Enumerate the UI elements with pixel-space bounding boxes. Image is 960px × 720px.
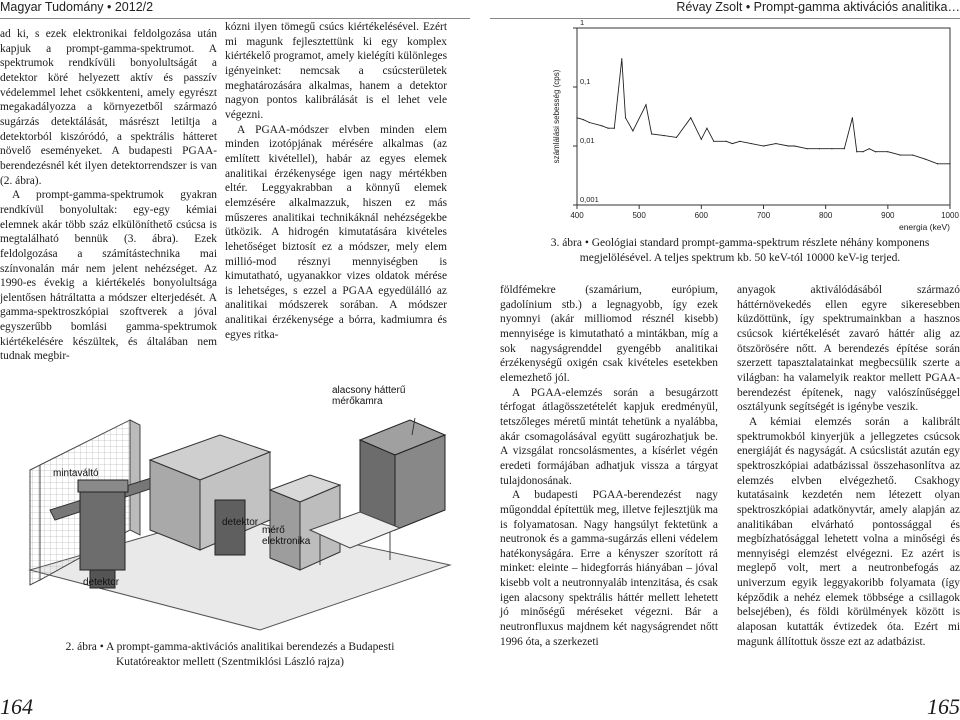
column-3: [500, 283, 718, 649]
page-number-left: 164: [0, 694, 33, 719]
y-tick-label: 0,1: [580, 77, 591, 86]
label-electronics: mérő elektronika: [262, 525, 311, 547]
spectrum-point: [690, 117, 691, 118]
spectrum-svg: [545, 20, 960, 235]
spectrum-point: [589, 122, 590, 123]
spectrum-point: [912, 155, 913, 156]
paragraph: A prompt-gamma-spektrumok gyakran rendkívül bonyolultak: egy-egy kémiai elemnek akár több száz elkülöníthető csúcsa is megtalálható bennük (3. ábra). Ezek feldolgozása a számítástechnika mai színvonalán már nem jelent nehézséget. Az 1990-es évekig a kiértékelés bonyolultsága jelentősen hátráltatta a módszer elterjedését. A gamma-spektroszkópiai szoftverek a jóval egyszerűbb bomlási gamma-spektrumok kiértékelésére készültek, és általában nem tudnak megbir-: [0, 189, 217, 363]
spectrum-point: [601, 125, 602, 126]
spectrum-point: [887, 151, 888, 152]
y-tick-label: 0,001: [580, 195, 599, 204]
spectrum-point: [852, 117, 853, 118]
spectrum-point: [775, 143, 776, 144]
spectrum-point: [726, 141, 727, 142]
x-tick-label: 700: [756, 211, 771, 220]
x-tick-label: 1000: [941, 211, 959, 220]
figure-2-illustration: [20, 380, 455, 635]
header-rule-right: [490, 18, 960, 19]
column-4: [737, 283, 960, 649]
spectrum-point: [925, 158, 926, 159]
column-1: [0, 27, 217, 364]
page-number-right: 165: [927, 694, 960, 719]
paragraph: anyagok aktiválódásából származó háttérnövekedés ellen egyre sikeresebben küzdöttünk, így spektrumainkban a hasznos csúcsok kiértékelését zavaró háttér alig az ötszörösére nőtt. A berendezés építése során szerzett tapasztalatainkat megbecsülik szerte a világban: ha valamelyik reaktor mellett PGAA-berendezést építenek, nagy valószínűséggel osztályunk segítségét is igénybe veszik.: [737, 284, 960, 414]
spectrum-point: [583, 119, 584, 120]
spectrum-point: [949, 163, 950, 164]
spectrum-point: [856, 151, 857, 152]
spectrum-point: [632, 130, 633, 131]
column-2: [225, 20, 447, 342]
spectrum-point: [651, 133, 652, 134]
x-tick-label: 900: [881, 211, 895, 220]
spectrum-point: [862, 151, 863, 152]
running-header-left: Magyar Tudomány • 2012/2: [0, 0, 154, 14]
spectrum-point: [788, 145, 789, 146]
plot-frame: [577, 28, 950, 205]
y-axis-label: számlálási sebesség (cps): [552, 69, 561, 164]
x-tick-label: 400: [570, 211, 584, 220]
spectrum-point: [739, 141, 740, 142]
label-low-background-chamber: alacsony hátterű mérőkamra: [332, 385, 406, 407]
spectrum-point: [621, 58, 622, 59]
spectrum-point: [607, 128, 608, 129]
y-tick-label: 1: [580, 20, 585, 27]
paragraph: A budapesti PGAA-berendezést nagy műgonddal építettük meg, illetve fejlesztjük ma is folyamatosan. Nagy hangsúlyt fektetünk a neutronok és a gamma-sugárzás elleni védelem hatékonyságára. Erre a kényszer szorított rá minket: eleinte – hidegforrás hiányában – jóval kisebb volt a neutronnyaláb intenzitása, és csak igen alacsony spektrális háttér mellett lehetett jó minőségű méréseket végezni. Bár a neutronfluxus majdnem két nagyságrendet nőtt 1996 óta, a szerkezeti: [500, 489, 718, 648]
spectrum-point: [806, 148, 807, 149]
spectrum-point: [831, 148, 832, 149]
label-detector-left: detektor: [83, 577, 120, 588]
label-detector-center: detektor: [222, 517, 259, 528]
running-header-right: Révay Zsolt • Prompt-gamma aktivációs analitika…: [676, 0, 960, 14]
spectrum-point: [750, 143, 751, 144]
facility-drawing: [20, 380, 455, 635]
spectrum-point: [844, 148, 845, 149]
paragraph: földfémekre (szamárium, európium, gadolínium stb.) a legnagyobb, így ezek nyomnyi (akár milliomod résznél kisebb) mennyisége is kimutatható a mintákban, míg a sok nagyságrenddel gyengébb analitikai érzékenységű oxigén csak kivételes esetekben elemezhető jól.: [500, 284, 718, 384]
spectrum-point: [645, 104, 646, 105]
spectrum-point: [763, 145, 764, 146]
x-tick-label: 500: [632, 211, 646, 220]
x-tick-label: 800: [818, 211, 833, 220]
spectrum-point: [676, 137, 677, 138]
paragraph: kózni ilyen tömegű csúcs kiértékelésével. Ezért mi magunk fejlesztettünk ki egy komplex kiértékelő programot, amely kielégíti különleges igényeinket: nemcsak a csúcsterületek meghatározására alkalmas, hanem a detektor nagyon pontos kalibrálását is el lehet vele végezni.: [225, 21, 447, 121]
spectrum-point: [625, 117, 626, 118]
spectrum-point: [713, 141, 714, 142]
y-tick-label: 0,01: [580, 136, 595, 145]
spectrum-point: [701, 139, 702, 140]
figure-3-caption: 3. ábra • Geológiai standard prompt-gamma-spektrum részlete néhány komponens megjelölésével. A teljes spektrum kb. 50 keV-tól 10000 keV-ig terjed.: [550, 237, 930, 264]
figure-2-caption: 2. ábra • A prompt-gamma-aktivációs analitikai berendezés a Budapesti Kutatóreaktor mellett (Szentmiklósi László rajza): [65, 641, 395, 668]
spectrum-point: [937, 163, 938, 164]
x-tick-label: 600: [694, 211, 709, 220]
header-rule-left: [0, 18, 470, 19]
spectrum-point: [576, 117, 577, 118]
spectrum-point: [900, 155, 901, 156]
label-sample-changer: mintaváltó: [53, 468, 99, 479]
spectrum-point: [819, 148, 820, 149]
spectrum-point: [706, 128, 707, 129]
spectrum-point: [614, 128, 615, 129]
paragraph: A kémiai elemzés során a kalibrált spektrumokból kinyerjük a jellegzetes csúcsok energiáját és nagyságát. A csúcslistát azután egy spektroszkópiai adatbázissal összehasonlítva az elemzés elvben elvégezhető. Csakhogy kutatásaink kezdetén nem létezett olyan spektroszkópiai adatkönyvtár, amely alapján az analitikában elvárható pontossággal és megbízhatósággal lehetett volna a minőségi és mennyiségi elemzést elvégezni. Ez azért is meglepő volt, mert a neutronbefogás az univerzum egyik leggyakoribb folyamata (így képződik a nehéz elemek többsége a csillagok belsejében), és földi körülmények között is alaposan kutatták évtizedek óta. Ezért mi magunk állítottuk össze ezt az adatbázist.: [737, 415, 960, 648]
paragraph: A PGAA-módszer elvben minden elem minden izotópjának mérésére alkalmas (az említett kivétellel), habár az egyes elemek analitikai érzékenysége igen nagy mértékben eltér. Leggyakrabban a könnyű elemek elemzésére alkalmazzuk, hiszen ez más műszeres analitikai technikáknál nehézségekbe ütközik. A hidrogén kimutatására kivételes lehetőséget biztosít ez a módszer, mely elem millió-mod résznyi mennyiségben is kimutatható, ugyanakkor vizes oldatok mérése is lehetséges, s ezzel a PGAA egyedülálló az analitikai módszerek sorában. A módszer analitikai érzékenysége a bórra, kadmiumra és egyes ritka-: [225, 123, 447, 341]
spectrum-point: [732, 143, 733, 144]
spectrum-point: [663, 135, 664, 136]
paragraph: A PGAA-elemzés során a besugárzott térfogat átlagösszetételét kapjuk eredményül, tetszőleges méretű mintát tehetünk a nyalábba, akár csomagolásával együtt sugározhatjuk be. A vizsgálat roncsolásmentes, a kísérlet végén eredeti formájában adhatjuk vissza a tárgyat tulajdonosának.: [500, 386, 718, 487]
x-axis-label: energia (keV): [898, 222, 950, 232]
spectrum-chart: [545, 20, 960, 235]
paragraph: ad ki, s ezek elektronikai feldolgozása után kapjuk a prompt-gamma-spektrumot. A spektrumok rendkívüli bonyolultságát a detektor köré helyezett aktív és passzív védelemmel lehet csökkenteni, amely egyrészt megakadályozza a környezetből származó sugárzás detektálását, másrészt letiltja a detektorból kiszóródó, a spektrális hátteret növelő eseményeket. A budapesti PGAA-berendezésnél két ilyen detektorrendszer is van (2. ábra).: [0, 28, 217, 187]
spectrum-point: [875, 151, 876, 152]
spectrum-point: [794, 145, 795, 146]
spectrum-point: [869, 148, 870, 149]
